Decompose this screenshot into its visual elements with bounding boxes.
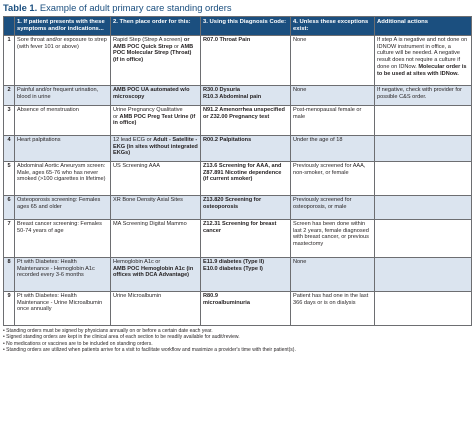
diagnosis-code-segment: N91.2 Amenorrhea unspecified or Z32.00 Pregnancy test [203,107,285,120]
additional-actions-cell [375,292,472,326]
diagnosis-code-segment: R10.3 Abdominal pain [203,93,262,100]
table-body [4,36,472,326]
order-segment: 12 lead ECG or [113,137,154,143]
symptoms-cell: Painful and/or frequent urination, blood in urine [15,86,111,106]
diagnosis-code-cell [201,136,291,162]
row-number: 8 [4,258,15,292]
symptoms-cell: Osteoporosis screening: Females ages 65 and older [15,196,111,220]
order-segment: Hemoglobin A1c or [113,259,161,265]
additional-actions-cell [375,106,472,136]
header-additional-actions: Additional actions [375,17,472,36]
symptoms-cell: Abdominal Aortic Aneurysm screen: Male, ages 65-76 who has never smoked (>100 cigarettes in lifetime) [15,162,111,196]
additional-actions-segment: If step A is negative and not done on IDNOW instrument in office, a culture will be needed. A negative result does not require a culture if done on IDNow. [377,37,468,70]
exceptions-cell: Under the age of 18 [291,136,375,162]
table-caption-text: Example of adult primary care standing orders [39,2,232,13]
diagnosis-code-segment: Z13.6 Screening for AAA, and Z87.891 Nicotine dependence (if current smoker) [203,163,282,183]
footnotes [3,328,471,354]
additional-actions-cell [375,258,472,292]
diagnosis-code-segment: R00.2 Palpitations [203,137,252,143]
table-row [4,258,472,292]
exceptions-cell: None [291,86,375,106]
table-row [4,292,472,326]
order-segment: Urine Microalbumin [113,293,162,299]
symptoms-cell: Absence of menstruation [15,106,111,136]
diagnosis-code-segment: E11.9 diabetes (Type II) E10.0 diabetes (Type I) [203,259,265,272]
diagnosis-code-cell [201,292,291,326]
header-exceptions: 4. Unless these exceptions exist: [291,17,375,36]
additional-actions-segment: Molecular order is to be used at sites with IDNow. [377,63,467,77]
table-caption [3,2,471,15]
order-segment: AMB POC Hemoglobin A1c (in offices with DCA Advantage) [113,265,194,279]
diagnosis-code-cell [201,86,291,106]
table-row [4,106,472,136]
header-diagnosis-code: 3. Using this Diagnosis Code: [201,17,291,36]
row-number: 6 [4,196,15,220]
row-number: 2 [4,86,15,106]
order-segment: or AMB POC Quick Strep [113,37,190,50]
exceptions-cell: Previously screened for AAA, non-smoker, or female [291,162,375,196]
footnote: • Standing orders are utilized when patients arrive for a visit to facilitate workflow and maximize a provider's time with their patient(s). [3,347,296,354]
table-row [4,162,472,196]
row-number: 3 [4,106,15,136]
diagnosis-code-segment: R07.0 Throat Pain [203,37,251,43]
additional-actions-cell [375,36,472,86]
table-row [4,136,472,162]
order-cell [111,258,201,292]
table-row [4,86,472,106]
diagnosis-code-segment: Z13.820 Screening for osteoporosis [203,197,262,210]
diagnosis-code-segment: Z12.31 Screening for breast cancer [203,221,277,234]
exceptions-cell: Post-menopausal female or male [291,106,375,136]
table-row [4,36,472,86]
header-symptoms: 1. If patient presents with these symptoms and/or indications... [15,17,111,36]
footnote: • No medications or vaccines are to be included on standing orders. [3,340,153,347]
order-segment: MA Screening Digital Mammo [113,221,187,227]
header-order: 2. Then place order for this: [111,17,201,36]
diagnosis-code-cell [201,258,291,292]
diagnosis-code-cell [201,220,291,258]
header-number [4,17,15,36]
order-segment: Rapid Step (Strep A screen) [113,37,184,43]
exceptions-cell: None [291,36,375,86]
order-cell [111,106,201,136]
row-number: 4 [4,136,15,162]
diagnosis-code-cell [201,196,291,220]
order-cell [111,136,201,162]
symptoms-cell: Sore throat and/or exposure to strep (with fever 101 or above) [15,36,111,86]
additional-actions-cell [375,196,472,220]
diagnosis-code-cell [201,162,291,196]
diagnosis-code-cell [201,106,291,136]
order-segment: AMB POC Molecular Strep (Throat) (if in office) [113,43,194,64]
order-segment: Adult - Satellite - EKG (in sites without integrated EKGs) [113,137,198,157]
standing-orders-table [3,16,472,326]
order-cell [111,162,201,196]
order-cell [111,292,201,326]
table-caption-label: Table 1. [3,2,38,13]
order-segment: Urine Pregnancy Qualitative or [113,107,183,120]
order-cell [111,220,201,258]
order-segment: AMB POC Preg Test Urine (if in office) [113,113,196,127]
additional-actions-segment: If negative, check with provider for possible C&S order. [377,87,462,100]
row-number: 1 [4,36,15,86]
additional-actions-cell [375,162,472,196]
diagnosis-code-segment: R80.9 microalbuminuria [203,293,250,306]
footnote: • Signed standing orders are kept in the clinical area of each section to be readily available for audit/review. [3,334,240,341]
diagnosis-code-segment: R30.0 Dysuria [203,87,241,93]
exceptions-cell: None [291,258,375,292]
symptoms-cell: Pt with Diabetes: Health Maintenance - Urine Microalbumin once annually [15,292,111,326]
row-number: 5 [4,162,15,196]
table-row [4,196,472,220]
table-row [4,220,472,258]
order-segment: US Screening AAA [113,163,160,169]
symptoms-cell: Breast cancer screening: Females 50-74 years of age [15,220,111,258]
additional-actions-cell [375,86,472,106]
symptoms-cell: Pt with Diabetes: Health Maintenance - Hemoglobin A1c recorded every 3-6 months [15,258,111,292]
additional-actions-cell [375,220,472,258]
additional-actions-cell [375,136,472,162]
table-header-row [4,17,472,36]
order-segment: AMB POC UA automated w/o microscopy [113,87,190,100]
symptoms-cell: Heart palpitations [15,136,111,162]
order-cell [111,196,201,220]
row-number: 9 [4,292,15,326]
order-segment: XR Bone Density Axial Sites [113,197,183,203]
footnote: • Standing orders must be signed by physicians annually on or before a certain date each year. [3,328,213,334]
exceptions-cell: Screen has been done within last 2 years, female diagnosed with breast cancer, or previous mastectomy [291,220,375,258]
exceptions-cell: Previously screened for osteoporosis, or male [291,196,375,220]
order-cell [111,86,201,106]
row-number: 7 [4,220,15,258]
order-cell [111,36,201,86]
exceptions-cell: Patient has had one in the last 366 days or is on dialysis [291,292,375,326]
order-segment: or [172,43,181,50]
diagnosis-code-cell [201,36,291,86]
